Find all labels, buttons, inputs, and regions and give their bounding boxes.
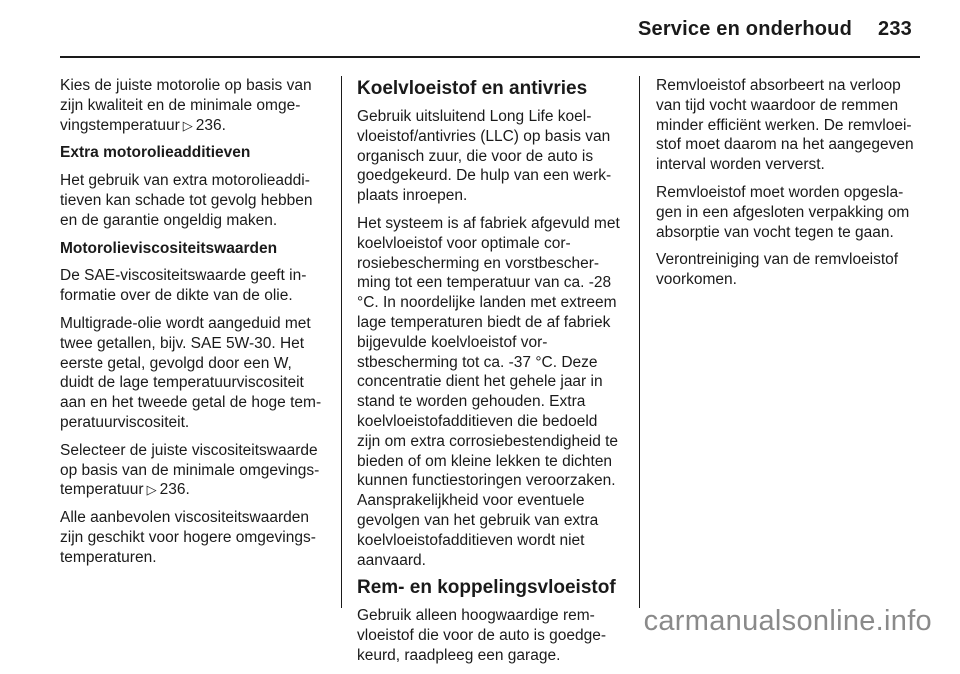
- paragraph: Selecteer de juiste viscositeitswaarde op basis van de minimale omgevingstemperatuur ▷ 236.: [60, 441, 320, 499]
- paragraph: De SAE-viscositeitswaarde geeft informatie over de dikte van de olie.: [60, 267, 307, 305]
- watermark: carmanualsonline.info: [643, 605, 932, 637]
- page-title: Service en onderhoud: [637, 18, 853, 40]
- column-2: [357, 79, 623, 674]
- column-1: [60, 76, 326, 576]
- reference-arrow-icon: ▷: [146, 482, 157, 498]
- paragraph: Remvloeistof moet worden opgeslagen in een afgesloten verpakking om absorptie van vocht tegen te gaan.: [656, 183, 910, 241]
- paragraph: Gebruik alleen hoogwaardige remvloeistof die voor de auto is goedgekeurd, raadpleeg een garage.: [357, 607, 607, 664]
- section-heading: Rem- en koppelingsvloeistof: [357, 577, 616, 599]
- paragraph: Alle aanbevolen viscositeitswaarden zijn geschikt voor hogere omgevingstemperaturen.: [60, 509, 316, 566]
- header-rule: [60, 56, 920, 58]
- paragraph: Gebruik uitsluitend Long Life koelvloeistof/antivries (LLC) op basis van organisch zuur, die voor de auto is goedgekeurd. De hulp van een werkplaats inroepen.: [357, 108, 612, 205]
- column-3: [656, 76, 922, 298]
- page-header: [638, 18, 912, 41]
- section-heading: Motorolieviscositeitswaarden: [60, 239, 278, 257]
- section-heading: Koelvloeistof en antivries: [357, 78, 588, 99]
- column-divider-1: [341, 76, 342, 608]
- page-number: 233: [878, 18, 912, 40]
- page-reference[interactable]: 236.: [159, 481, 190, 499]
- paragraph: Remvloeistof absorbeert na verloop van tijd vocht waardoor de remmen minder efficiënt werken. De remvloeistof moet daarom na het aangegeven interval worden ververst.: [656, 77, 914, 174]
- section-heading: Extra motorolieadditieven: [60, 144, 251, 162]
- paragraph: Het systeem is af fabriek afgevuld met koelvloeistof voor optimale corrosiebescherming en vorstbescherming tot een temperatuur van ca. -28 °C. In noordelijke landen met extreem lage temperaturen biedt de af fabriek bijgevulde koelvloeistof vorstbescherming tot ca. -37 °C. Deze concentratie dient het gehele jaar in stand te worden gehouden. Extra koelvloeistofadditieven die bedoeld zijn om extra corrosiebestendigheid te bieden of om kleine lekken te dichten kunnen functiestoringen veroorzaken. Aansprakelijkheid voor eventuele gevolgen van het gebruik van extra koelvloeistofadditieven wordt niet aanvaard.: [357, 214, 620, 569]
- paragraph: Verontreiniging van de remvloeistof voorkomen.: [656, 251, 899, 289]
- column-divider-2: [639, 76, 640, 608]
- paragraph: Multigrade-olie wordt aangeduid met twee getallen, bijv. SAE 5W-30. Het eerste getal, gevolgd door een W, duidt de lage temperatuurviscositeit aan en het tweede getal de hoge temperatuurviscositeit.: [60, 314, 322, 431]
- intro-paragraph: Kies de juiste motorolie op basis van zijn kwaliteit en de minimale omgevingstemperatuur ▷ 236.: [60, 77, 312, 134]
- reference-arrow-icon: ▷: [182, 117, 193, 133]
- page-reference[interactable]: 236.: [195, 116, 226, 134]
- paragraph: Het gebruik van extra motorolieadditieven kan schade tot gevolg hebben en de garantie ongeldig maken.: [60, 172, 313, 229]
